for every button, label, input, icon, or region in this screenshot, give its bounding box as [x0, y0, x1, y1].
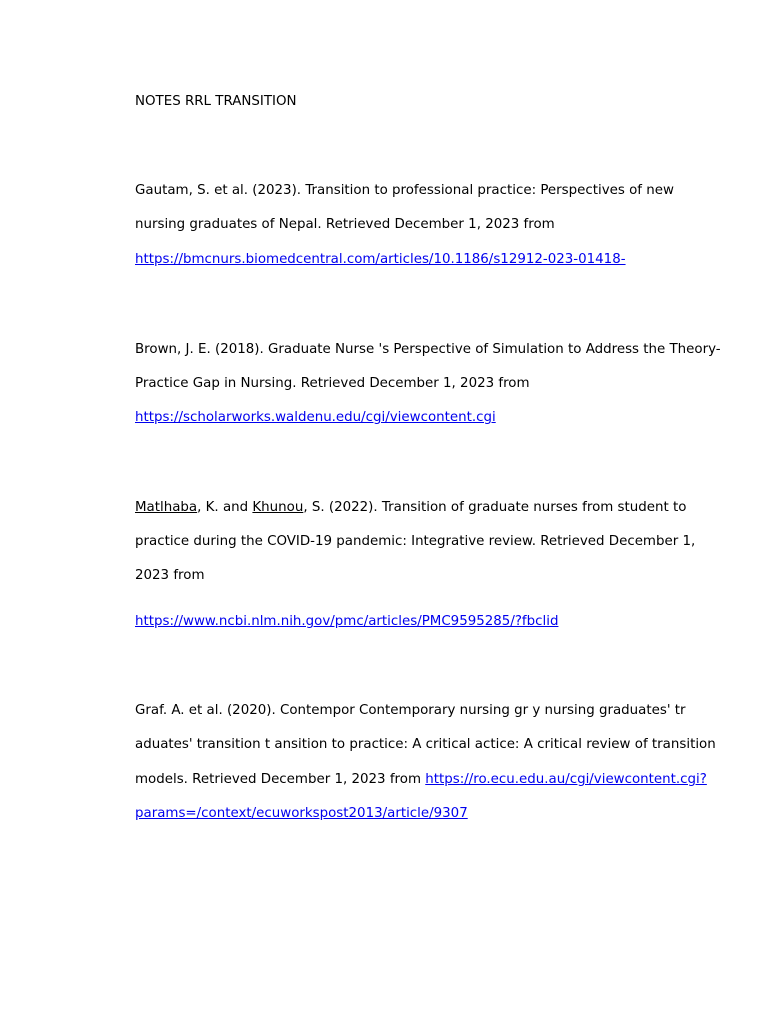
reference-3-author-2: Khunou	[252, 500, 304, 515]
reference-3-line-2: practice during the COVID-19 pandemic: Integrative review. Retrieved December 1,	[135, 534, 696, 549]
reference-2-link-row	[135, 409, 496, 427]
reference-3-separator: , K. and	[197, 500, 253, 515]
reference-4-link-part-2[interactable]: params=/context/ecuworkspost2013/article/9307	[135, 806, 468, 821]
reference-3-link[interactable]: https://www.ncbi.nlm.nih.gov/pmc/articles/PMC9595285/?fbclid	[135, 614, 559, 629]
reference-1-link[interactable]: https://bmcnurs.biomedcentral.com/articles/10.1186/s12912-023-01418-	[135, 252, 626, 267]
reference-4-link-part-1[interactable]: https://ro.ecu.edu.au/cgi/viewcontent.cgi?	[425, 772, 707, 787]
reference-1-line-1: Gautam, S. et al. (2023). Transition to professional practice: Perspectives of new	[135, 183, 674, 198]
reference-4-line-3	[135, 771, 707, 789]
reference-3-author-1: Matlhaba	[135, 500, 198, 515]
reference-2-line-1: Brown, J. E. (2018). Graduate Nurse 's Perspective of Simulation to Address the Theory-	[135, 342, 721, 357]
reference-1-link-row	[135, 251, 626, 269]
reference-3-line-1-rest: , S. (2022). Transition of graduate nurses from student to	[303, 500, 687, 515]
reference-3-line-3: 2023 from	[135, 568, 205, 583]
reference-4-line-3-text: models. Retrieved December 1, 2023 from	[135, 772, 426, 787]
reference-4-link-row	[135, 805, 468, 823]
reference-3-line-1	[135, 499, 686, 517]
reference-4-line-2: aduates' transition t ansition to practice: A critical actice: A critical review of transition	[135, 737, 716, 752]
reference-2-link[interactable]: https://scholarworks.waldenu.edu/cgi/viewcontent.cgi	[135, 410, 496, 425]
reference-2-line-2: Practice Gap in Nursing. Retrieved December 1, 2023 from	[135, 376, 530, 391]
reference-1-line-2: nursing graduates of Nepal. Retrieved December 1, 2023 from	[135, 217, 555, 232]
reference-4-line-1: Graf. A. et al. (2020). Contempor Contemporary nursing gr y nursing graduates' tr	[135, 703, 686, 718]
reference-3-link-row	[135, 613, 558, 631]
document-title: NOTES RRL TRANSITION	[135, 94, 297, 109]
